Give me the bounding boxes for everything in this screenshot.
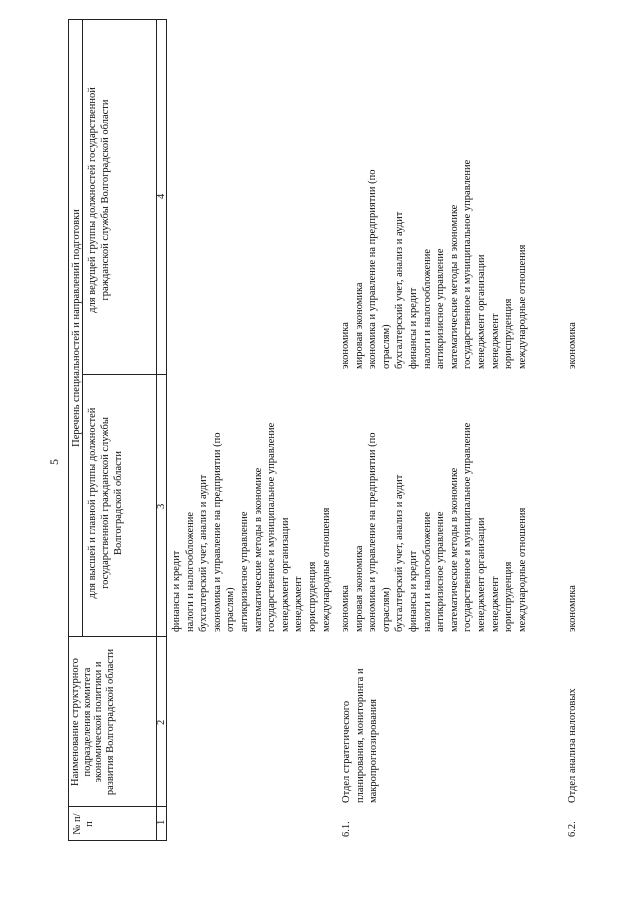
header-col1: № п/п bbox=[72, 813, 95, 835]
list-item: математические методы в экономике bbox=[252, 467, 264, 632]
table-top-border bbox=[68, 19, 69, 841]
col-divider-3 bbox=[82, 374, 166, 375]
list-item: государственное и муниципальное управление bbox=[462, 422, 474, 632]
list-item: юриспруденция bbox=[306, 561, 318, 632]
header-bottom-border bbox=[156, 19, 157, 841]
col-divider-2 bbox=[68, 636, 166, 637]
list-item: финансы и кредит bbox=[407, 287, 419, 369]
row-6-2-name: Отдел анализа налоговых bbox=[567, 688, 578, 803]
list-item: математические методы в экономике bbox=[448, 467, 460, 632]
list-item: менеджмент организации bbox=[279, 517, 291, 632]
row-6-1-col3-list bbox=[339, 423, 529, 632]
list-item: юриспруденция bbox=[503, 298, 515, 369]
list-item: экономика и управление на предприятии (по bbox=[211, 432, 223, 632]
list-item: юриспруденция bbox=[503, 561, 515, 632]
row-6-2-col4: экономика bbox=[567, 322, 578, 369]
list-item: налоги и налогообложение bbox=[421, 511, 433, 632]
list-item: экономика и управление на предприятии (по bbox=[367, 169, 379, 369]
continuation-col3-list bbox=[170, 423, 333, 632]
list-item: бухгалтерский учет, анализ и аудит bbox=[198, 474, 210, 632]
list-item: бухгалтерский учет, анализ и аудит bbox=[394, 211, 406, 369]
row-6-1-col4-list bbox=[339, 160, 529, 369]
header-col3: для высшей и главной группы должностей государственной гражданской службы Волгоградской области bbox=[87, 407, 124, 599]
row-6-1-number: 6.1. bbox=[341, 821, 352, 837]
list-item: международные отношения bbox=[320, 507, 332, 632]
list-item: антикризисное управление bbox=[238, 511, 250, 632]
list-item: экономика bbox=[340, 585, 351, 632]
row-6-2-col3: экономика bbox=[567, 585, 578, 632]
header-col2: Наименование структурного подразделения комитета экономической политики и развития Волгоградской области bbox=[70, 648, 116, 796]
list-item: экономика bbox=[340, 322, 351, 369]
list-item: антикризисное управление bbox=[435, 248, 447, 369]
list-item: международные отношения bbox=[516, 244, 528, 369]
list-item: менеджмент bbox=[293, 576, 305, 632]
column-number-1: 1 bbox=[156, 819, 167, 825]
list-item: международные отношения bbox=[516, 507, 528, 632]
list-item: финансы и кредит bbox=[407, 550, 419, 632]
list-item: государственное и муниципальное управление bbox=[462, 159, 474, 369]
list-item: антикризисное управление bbox=[435, 511, 447, 632]
list-item: финансы и кредит bbox=[171, 550, 182, 632]
header-col4: для ведущей группы должностей государственной гражданской службы Волгоградской области bbox=[87, 87, 111, 313]
list-item: налоги и налогообложение bbox=[421, 248, 433, 369]
list-item: менеджмент bbox=[489, 576, 501, 632]
list-item: отраслям) bbox=[380, 587, 392, 632]
list-item: менеджмент bbox=[489, 313, 501, 369]
list-item: отраслям) bbox=[380, 324, 392, 369]
numbers-row-bottom-border bbox=[166, 19, 167, 841]
page-number: 5 bbox=[47, 459, 61, 465]
header-group: Перечень специальностей и направлений подготовки bbox=[71, 209, 82, 447]
row-6-1-name: Отдел стратегического планирования, мониторинга и макропрогнозирования bbox=[341, 668, 379, 803]
list-item: математические методы в экономике bbox=[448, 204, 460, 369]
list-item: налоги и налогообложение bbox=[184, 511, 196, 632]
list-item: мировая экономика bbox=[353, 545, 365, 632]
list-item: экономика и управление на предприятии (по bbox=[367, 432, 379, 632]
column-number-3: 3 bbox=[156, 503, 167, 509]
col-divider-0 bbox=[68, 840, 166, 841]
list-item: бухгалтерский учет, анализ и аудит bbox=[394, 474, 406, 632]
column-number-4: 4 bbox=[156, 193, 167, 199]
list-item: мировая экономика bbox=[353, 282, 365, 369]
list-item: менеджмент организации bbox=[475, 517, 487, 632]
list-item: менеджмент организации bbox=[475, 254, 487, 369]
list-item: государственное и муниципальное управление bbox=[266, 422, 278, 632]
row-6-2-number: 6.2. bbox=[567, 821, 578, 837]
list-item: отраслям) bbox=[225, 587, 237, 632]
col-divider-1 bbox=[68, 806, 166, 807]
col-divider-4 bbox=[68, 19, 166, 20]
column-number-2: 2 bbox=[156, 719, 167, 725]
